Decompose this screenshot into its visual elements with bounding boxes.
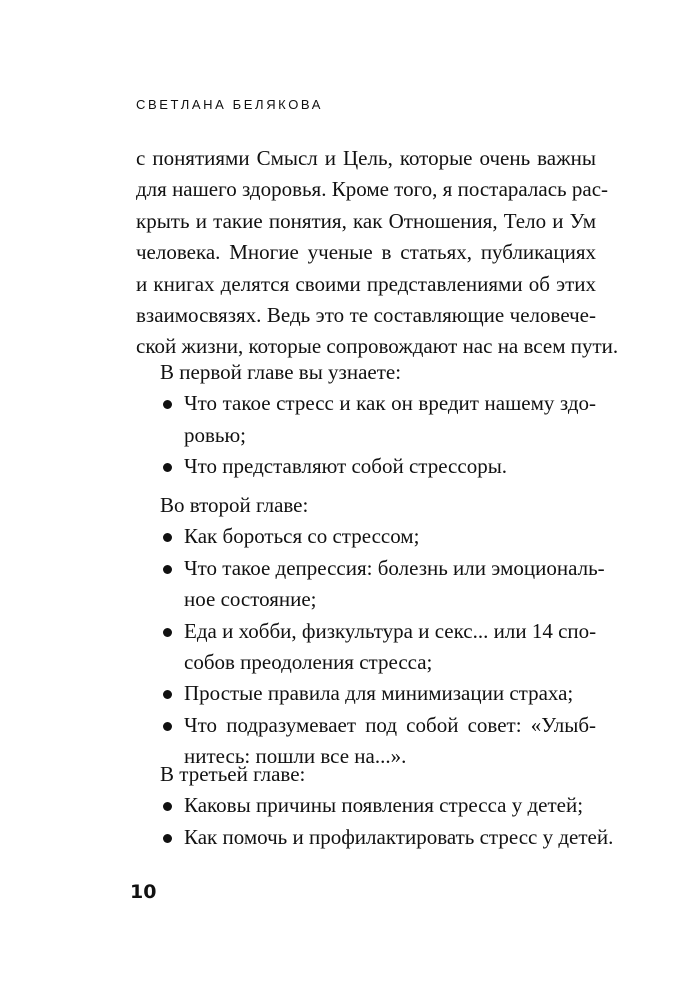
list-item-text: Простые правила для минимизации страха; bbox=[184, 681, 574, 706]
list-item bbox=[136, 790, 596, 821]
list-item-continuation: собов преодоления стресса; bbox=[184, 649, 433, 674]
chapter-2-section bbox=[136, 490, 605, 773]
list-item-text: Еда и хобби, физкультура и секс... или 14 спо- bbox=[184, 618, 597, 643]
paragraph-line: с понятиями Смысл и Цель, которые очень важны bbox=[136, 146, 596, 170]
bullet-icon bbox=[163, 690, 172, 699]
bullet-icon bbox=[163, 533, 172, 542]
running-head-author: СВЕТЛАНА БЕЛЯКОВА bbox=[136, 97, 324, 112]
page-number: 10 bbox=[130, 881, 157, 903]
paragraph-line: крыть и такие понятия, как Отношения, Тело и Ум bbox=[136, 208, 596, 233]
chapter-3-section bbox=[136, 759, 614, 853]
chapter-1-heading: В первой главе вы узнаете: bbox=[160, 360, 402, 384]
list-item-continuation: ровью; bbox=[184, 422, 247, 447]
paragraph-line: и книгах делятся своими представлениями об этих bbox=[136, 271, 596, 296]
list-item-text: Что подразумевает под собой совет: «Улыб- bbox=[184, 712, 596, 737]
list-item-continuation: ное состояние; bbox=[184, 587, 317, 612]
paragraph-line: взаимосвязях. Ведь это те составляющие человече- bbox=[136, 302, 596, 327]
list-item bbox=[136, 521, 596, 552]
list-item-continuation: нитесь: пошли все на...». bbox=[184, 744, 407, 769]
intro-paragraph bbox=[136, 143, 619, 363]
bullet-icon bbox=[163, 400, 172, 409]
list-item-text: Что такое депрессия: болезнь или эмоциональ- bbox=[184, 555, 605, 580]
chapter-3-heading: В третьей главе: bbox=[160, 762, 306, 786]
list-item-text: Что представляют собой стрессоры. bbox=[184, 454, 508, 479]
bullet-icon bbox=[163, 834, 172, 843]
paragraph-line: ской жизни, которые сопровождают нас на всем пути. bbox=[136, 334, 619, 359]
list-item bbox=[136, 388, 596, 419]
paragraph-line: человека. Многие ученые в статьях, публикациях bbox=[136, 240, 596, 265]
paragraph-line: для нашего здоровья. Кроме того, я постаралась рас- bbox=[136, 177, 609, 202]
list-item-text: Каковы причины появления стресса у детей; bbox=[184, 793, 584, 818]
list-item-text: Как бороться со стрессом; bbox=[184, 524, 420, 549]
list-item-text: Как помочь и профилактировать стресс у детей. bbox=[184, 824, 614, 849]
bullet-icon bbox=[163, 565, 172, 574]
list-item bbox=[136, 822, 614, 853]
list-item bbox=[136, 553, 605, 584]
list-item bbox=[136, 616, 596, 647]
bullet-icon bbox=[163, 722, 172, 731]
list-item bbox=[136, 710, 596, 741]
chapter-1-section bbox=[136, 357, 596, 483]
bullet-icon bbox=[163, 802, 172, 811]
list-item-text: Что такое стресс и как он вредит нашему здо- bbox=[184, 391, 596, 416]
chapter-2-heading: Во второй главе: bbox=[160, 493, 309, 517]
bullet-icon bbox=[163, 628, 172, 637]
bullet-icon bbox=[163, 463, 172, 472]
list-item bbox=[136, 451, 596, 482]
list-item bbox=[136, 678, 596, 709]
